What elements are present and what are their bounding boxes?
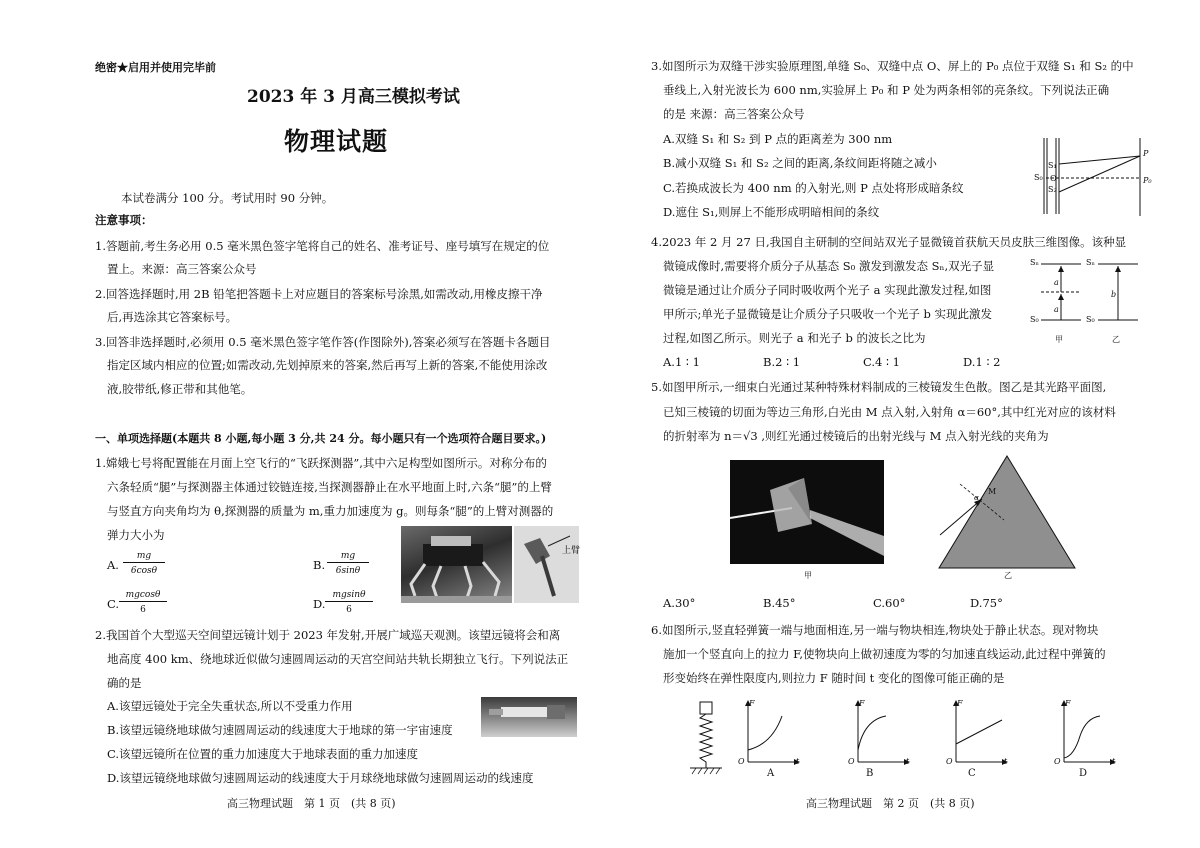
q6-stem-line: 形变始终在弹性限度内,则拉力 F 随时间 t 变化的图像可能正确的是 (663, 671, 1005, 685)
q1-stem-line: 1.嫦娥七号将配置能在月面上空飞行的“飞跃探测器”,其中六足构型如图所示。对称分布的 (95, 456, 547, 470)
label-p0: P₀ (1143, 176, 1152, 185)
q2-stem-line: 地高度 400 km、绕地球近似做匀速圆周运动的天宫空间站共轨长期独立飞行。下列说法正 (107, 652, 569, 666)
q1-option-d: D. (313, 597, 326, 611)
label-point-m: M (988, 487, 997, 496)
q1-stem-line: 六条轻质“腿”与探测器主体通过铰链连接,当探测器静止在水平地面上时,六条“腿”的上臂 (107, 480, 552, 494)
label-s1: S₁ (1048, 161, 1057, 170)
q6-option-c: C (968, 768, 976, 779)
page-footer-2: 高三物理试题 第 2 页 (共 8 页) (806, 797, 975, 810)
q1-option-b: B. (313, 558, 326, 572)
note-line: 1.答题前,考生务必用 0.5 毫米黑色签字笔将自己的姓名、准考证号、座号填写在规定的位 (95, 239, 550, 253)
q2-option-c: C.该望远镜所在位置的重力加速度大于地球表面的重力加速度 (107, 747, 419, 761)
q5-stem-line: 已知三棱镜的切面为等边三角形,白光由 M 点入射,入射角 α＝60°,其中红光对应的该材料 (663, 405, 1116, 419)
q1-option-b-numerator: mg (327, 552, 369, 563)
q6-stem-line: 6.如图所示,竖直轻弹簧一端与地面相连,另一端与物块相连,物块处于静止状态。现对物块 (651, 623, 1099, 637)
graph-a-t-label: t (796, 757, 800, 766)
note-line: 后,再选涂其它答案标号。 (107, 310, 238, 324)
graph-b-t-label: t (906, 757, 910, 766)
q4-option-b: B.2 ∶ 1 (763, 355, 801, 369)
label-s2: S₂ (1048, 185, 1057, 194)
q4-stem-line: 微镜成像时,需要将介质分子从基态 S₀ 激发到激发态 Sₙ,双光子显 (663, 259, 995, 273)
q1-option-d-numerator: mgsinθ (325, 591, 373, 602)
q2-stem-line: 2.我国首个大型巡天空间望远镜计划于 2023 年发射,开展广域巡天观测。该望远镜将会和离 (95, 628, 561, 642)
q4-stem-line: 过程,如图乙所示。则光子 a 和光子 b 的波长之比为 (663, 331, 926, 345)
label-o: O (1050, 174, 1057, 183)
q5-stem-line: 的折射率为 n＝√3 ,则红光通过棱镜后的出射光线与 M 点入射光线的夹角为 (663, 429, 1049, 443)
arm-photo (514, 526, 579, 603)
q1-option-c-numerator: mgcosθ (119, 591, 167, 602)
graph-b-origin: O (848, 757, 855, 766)
q4-stem-line: 微镜是通过让介质分子同时吸收两个光子 a 实现此激发过程,如图 (663, 283, 992, 297)
prism-ray-diagram (930, 450, 1084, 572)
q6-option-b: B (866, 768, 874, 779)
graph-c (950, 700, 1008, 766)
label-sn-yi: Sₙ (1086, 258, 1095, 267)
graph-b (852, 700, 910, 766)
caption-jia-q5: 甲 (804, 571, 812, 580)
secrecy-label: 绝密★启用并使用完毕前 (95, 61, 216, 74)
q2-option-a: A.该望远镜处于完全失重状态,所以不受重力作用 (107, 699, 353, 713)
graph-d-f-label: F (1065, 699, 1071, 708)
caption-jia-q4: 甲 (1055, 335, 1063, 344)
q4-option-d: D.1 ∶ 2 (963, 355, 1001, 369)
graph-d (1058, 700, 1116, 766)
q5-option-c: C.60° (873, 596, 906, 610)
q1-option-d-denominator: 6 (346, 605, 352, 615)
label-photon-b: b (1111, 290, 1117, 299)
q2-stem-line: 确的是 (107, 676, 142, 690)
q2-option-b: B.该望远镜绕地球做匀速圆周运动的线速度大于地球的第一宇宙速度 (107, 723, 453, 737)
label-photon-a-upper: a (1054, 278, 1059, 287)
label-angle-alpha: α (974, 493, 980, 502)
note-line: 指定区域内相应的位置;如需改动,先划掉原来的答案,然后再写上新的答案,不能使用涂改 (107, 358, 548, 372)
note-line: 3.回答非选择题时,必须用 0.5 毫米黑色签字笔作答(作图除外),答案必须写在答题卡各题目 (95, 335, 551, 349)
q6-option-d: D (1079, 768, 1088, 779)
right-page (600, 0, 1200, 848)
q4-stem-line: 4.2023 年 2 月 27 日,我国自主研制的空间站双光子显微镜首获航天员皮肤三维图像。该种显 (651, 235, 1127, 249)
q2-option-d: D.该望远镜绕地球做匀速圆周运动的线速度大于月球绕地球做匀速圆周运动的线速度 (107, 771, 534, 785)
graph-a (742, 700, 800, 766)
q1-option-a-denominator: 6cosθ (130, 566, 158, 576)
caption-yi-q4: 乙 (1112, 335, 1120, 344)
note-line: 液,胶带纸,修正带和其他笔。 (107, 382, 253, 396)
q1-option-b-denominator: 6sinθ (335, 566, 361, 576)
label-s0: S₀ (1034, 173, 1043, 182)
q5-option-d: D.75° (970, 596, 1003, 610)
label-sn-jia: Sₙ (1030, 258, 1039, 267)
exam-title: 2023 年 3 月高三模拟考试 (247, 87, 460, 107)
graph-c-t-label: t (1004, 757, 1008, 766)
q3-stem-line: 3.如图所示为双缝干涉实验原理图,单缝 S₀、双缝中点 O、屏上的 P₀ 点位于双缝 S₁ 和 S₂ 的中 (651, 59, 1134, 73)
q1-option-c-denominator: 6 (140, 605, 146, 615)
q3-stem-line: 垂线上,入射光波长为 600 nm,实验屏上 P₀ 和 P 处为两条相邻的亮条纹。下列说法正确 (663, 83, 1110, 97)
lander-photo (401, 526, 512, 603)
prism-photo-drawing (730, 460, 884, 564)
section-heading: 一、单项选择题(本题共 8 小题,每小题 3 分,共 24 分。每小题只有一个选项符合题目要求。) (95, 432, 547, 445)
note-line: 2.回答选择题时,用 2B 铅笔把答题卡上对应题目的答案标号涂黑,如需改动,用橡皮擦干净 (95, 287, 543, 301)
q6-stem-line: 施加一个竖直向上的拉力 F,使物块向上做初速度为零的匀加速直线运动,此过程中弹簧的 (663, 647, 1106, 661)
q6-option-a: A (767, 768, 775, 779)
label-s0-jia: S₀ (1030, 315, 1039, 324)
q5-option-a: A.30° (663, 596, 696, 610)
exam-intro: 本试卷满分 100 分。考试用时 90 分钟。 (121, 191, 334, 205)
q1-option-a-numerator: mg (123, 552, 165, 563)
q1-stem-line: 与竖直方向夹角均为 θ,探测器的质量为 m,重力加速度为 g。则每条“腿”的上臂对测器的 (107, 504, 554, 518)
telescope-photo (481, 697, 577, 737)
q3-stem-line: 的是 来源：高三答案公众号 (663, 107, 805, 121)
spring-block-diagram (686, 696, 730, 776)
label-photon-a-lower: a (1054, 305, 1059, 314)
graph-a-f-label: F (749, 699, 755, 708)
q1-option-c: C. (107, 597, 120, 611)
arm-drawing (514, 526, 579, 603)
q4-stem-line: 甲所示;单光子显微镜是让介质分子只吸收一个光子 b 实现此激发 (663, 307, 993, 321)
note-line: 置上。来源：高三答案公众号 (107, 262, 257, 276)
q1-stem-line: 弹力大小为 (107, 528, 165, 542)
q5-stem-line: 5.如图甲所示,一细束白光通过某种特殊材料制成的三棱镜发生色散。图乙是其光路平面图, (651, 380, 1107, 394)
q3-option-c: C.若换成波长为 400 nm 的入射光,则 P 点处将形成暗条纹 (663, 181, 964, 195)
energy-level-diagram (1026, 258, 1176, 344)
q1-option-a: A. (107, 558, 119, 572)
graph-d-t-label: t (1112, 757, 1116, 766)
graph-b-f-label: F (859, 699, 865, 708)
arm-label: 上臂 (562, 546, 581, 556)
graph-c-origin: O (946, 757, 953, 766)
q3-option-d: D.遮住 S₁,则屏上不能形成明暗相间的条纹 (663, 205, 880, 219)
page-footer-1: 高三物理试题 第 1 页 (共 8 页) (227, 797, 396, 810)
graph-a-origin: O (738, 757, 745, 766)
label-s0-yi: S₀ (1086, 315, 1095, 324)
q4-option-a: A.1 ∶ 1 (663, 355, 700, 369)
caption-yi-q5: 乙 (1004, 571, 1012, 580)
q3-option-a: A.双缝 S₁ 和 S₂ 到 P 点的距离差为 300 nm (663, 132, 893, 146)
telescope-drawing (481, 697, 577, 737)
graph-d-origin: O (1054, 757, 1061, 766)
label-p: P (1143, 149, 1149, 158)
subject-title: 物理试题 (284, 127, 389, 156)
q5-option-b: B.45° (763, 596, 796, 610)
q4-option-c: C.4 ∶ 1 (863, 355, 900, 369)
prism-dispersion-photo (730, 460, 884, 564)
notes-heading: 注意事项： (95, 213, 153, 227)
graph-c-f-label: F (957, 699, 963, 708)
lander-legs-drawing (401, 526, 512, 603)
q3-option-b: B.减小双缝 S₁ 和 S₂ 之间的距离,条纹间距将随之减小 (663, 156, 937, 170)
